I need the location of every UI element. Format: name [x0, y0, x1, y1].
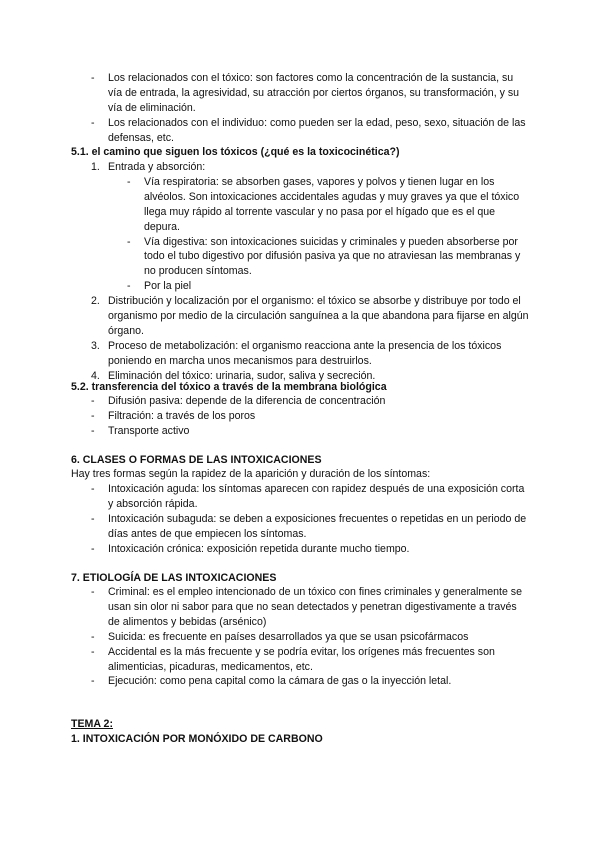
intoxication-types-list: [0, 482, 600, 557]
list-item: [0, 394, 600, 409]
numbered-item: [0, 339, 600, 369]
list-item-text: Intoxicación crónica: exposición repetida durante mucho tiempo.: [108, 542, 410, 555]
factors-list: [0, 71, 600, 146]
list-item-text: Difusión pasiva: depende de la diferencia de concentración: [108, 395, 386, 407]
section-6-heading: 6. CLASES O FORMAS DE LAS INTOXICACIONES: [71, 454, 322, 466]
sub-list-item: [0, 175, 600, 235]
sub-item-text: Por la piel: [144, 280, 192, 293]
item-text: Entrada y absorción:: [108, 161, 206, 173]
list-item: [0, 542, 600, 557]
etiology-list: [0, 585, 600, 689]
bullet-dash: -: [127, 175, 131, 188]
bullet-dash: -: [91, 512, 95, 525]
tema-2-heading: TEMA 2:: [71, 718, 113, 730]
list-item: [0, 71, 600, 116]
item-number: 2.: [91, 295, 100, 308]
section-6-intro: Hay tres formas según la rapidez de la aparición y duración de los síntomas:: [71, 468, 431, 480]
bullet-dash: -: [91, 72, 95, 84]
bullet-dash: -: [91, 542, 95, 555]
sub-list-item: [0, 235, 600, 280]
bullet-dash: -: [127, 280, 131, 293]
sub-list-item: [0, 279, 600, 294]
list-item-text: Intoxicación aguda: los síntomas aparecen con rapidez después de una exposición corta y absorción rápida.: [108, 483, 525, 510]
bullet-dash: -: [91, 630, 95, 643]
list-item: [0, 512, 600, 542]
sub-item-text: Vía digestiva: son intoxicaciones suicidas y criminales y pueden absorberse por todo el tubo digestivo por difusión pasiva ya que no atraviesan las membranas y no producen síntomas.: [144, 235, 521, 278]
list-item-text: Filtración: a través de los poros: [108, 409, 256, 422]
list-item-text: Criminal: es el empleo intencionado de un tóxico con fines criminales y generalmente se usan sin olor ni sabor para que no sean detectados y penetran digestivamente a través de alimentos y bebidas (arsénico): [108, 586, 522, 628]
list-item-text: Los relacionados con el individuo: como pueden ser la edad, peso, sexo, situación de las defensas, etc.: [108, 116, 526, 144]
bullet-dash: -: [91, 116, 95, 129]
section-5-2-heading: 5.2. transferencia del tóxico a través de la membrana biológica: [71, 381, 387, 393]
list-item-text: Intoxicación subaguda: se deben a exposiciones frecuentes o repetidas en un periodo de días antes de que empiecen los síntomas.: [108, 512, 527, 540]
list-item: [0, 116, 600, 146]
item-text: Proceso de metabolización: el organismo reacciona ante la presencia de los tóxicos poniendo en marcha unos mecanismos para destruirlos.: [108, 339, 502, 367]
toxicokinetics-list: [0, 160, 600, 384]
bullet-dash: -: [91, 424, 95, 437]
bullet-dash: -: [91, 586, 95, 598]
list-item: [0, 409, 600, 424]
item-text: Distribución y localización por el organismo: el tóxico se absorbe y distribuye por todo el organismo por medio de la circulación sanguínea a la que abandona para fijarse en algún órgano.: [108, 295, 529, 337]
list-item-text: Suicida: es frecuente en países desarrollados ya que se usan psicofármacos: [108, 630, 469, 643]
bullet-dash: -: [127, 235, 131, 248]
item-text: Eliminación del tóxico: urinaria, sudor, saliva y secreción.: [108, 369, 376, 382]
bullet-dash: -: [91, 645, 95, 658]
list-item: [0, 645, 600, 675]
bullet-dash: -: [91, 395, 95, 407]
item-number: 1.: [91, 161, 100, 173]
section-5-1-heading: 5.1. el camino que siguen los tóxicos (¿qué es la toxicocinética?): [71, 146, 400, 158]
bullet-dash: -: [91, 675, 95, 688]
numbered-item: [0, 294, 600, 339]
item-number: 3.: [91, 339, 100, 352]
transfer-list: [0, 394, 600, 439]
item-number: 4.: [91, 369, 100, 382]
list-item-text: Los relacionados con el tóxico: son factores como la concentración de la sustancia, su vía de entrada, la agresividad, su atracción por ciertos órganos, su transformación, y su vía de eliminación.: [108, 72, 520, 114]
tema-2-subtitle: 1. INTOXICACIÓN POR MONÓXIDO DE CARBONO: [71, 733, 323, 745]
bullet-dash: -: [91, 409, 95, 422]
list-item-text: Transporte activo: [108, 424, 190, 437]
list-item: [0, 585, 600, 630]
list-item-text: Accidental es la más frecuente y se podría evitar, los orígenes más frecuentes son alimenticias, picaduras, medicamentos, etc.: [108, 645, 495, 673]
list-item: [0, 482, 600, 512]
list-item: [0, 630, 600, 645]
sub-item-text: Vía respiratoria: se absorben gases, vapores y polvos y tienen lugar en los alvéolos. Son intoxicaciones accidentales agudas y muy graves ya que el tóxico llega muy rápido al torrente vascular y no pasa por el hígado que es el que depura.: [144, 175, 520, 233]
numbered-item: [0, 160, 600, 175]
list-item: [0, 674, 600, 689]
bullet-dash: -: [91, 483, 95, 495]
list-item-text: Ejecución: como pena capital como la cámara de gas o la inyección letal.: [108, 675, 452, 688]
section-7-heading: 7. ETIOLOGÍA DE LAS INTOXICACIONES: [71, 572, 277, 584]
list-item: [0, 424, 600, 439]
